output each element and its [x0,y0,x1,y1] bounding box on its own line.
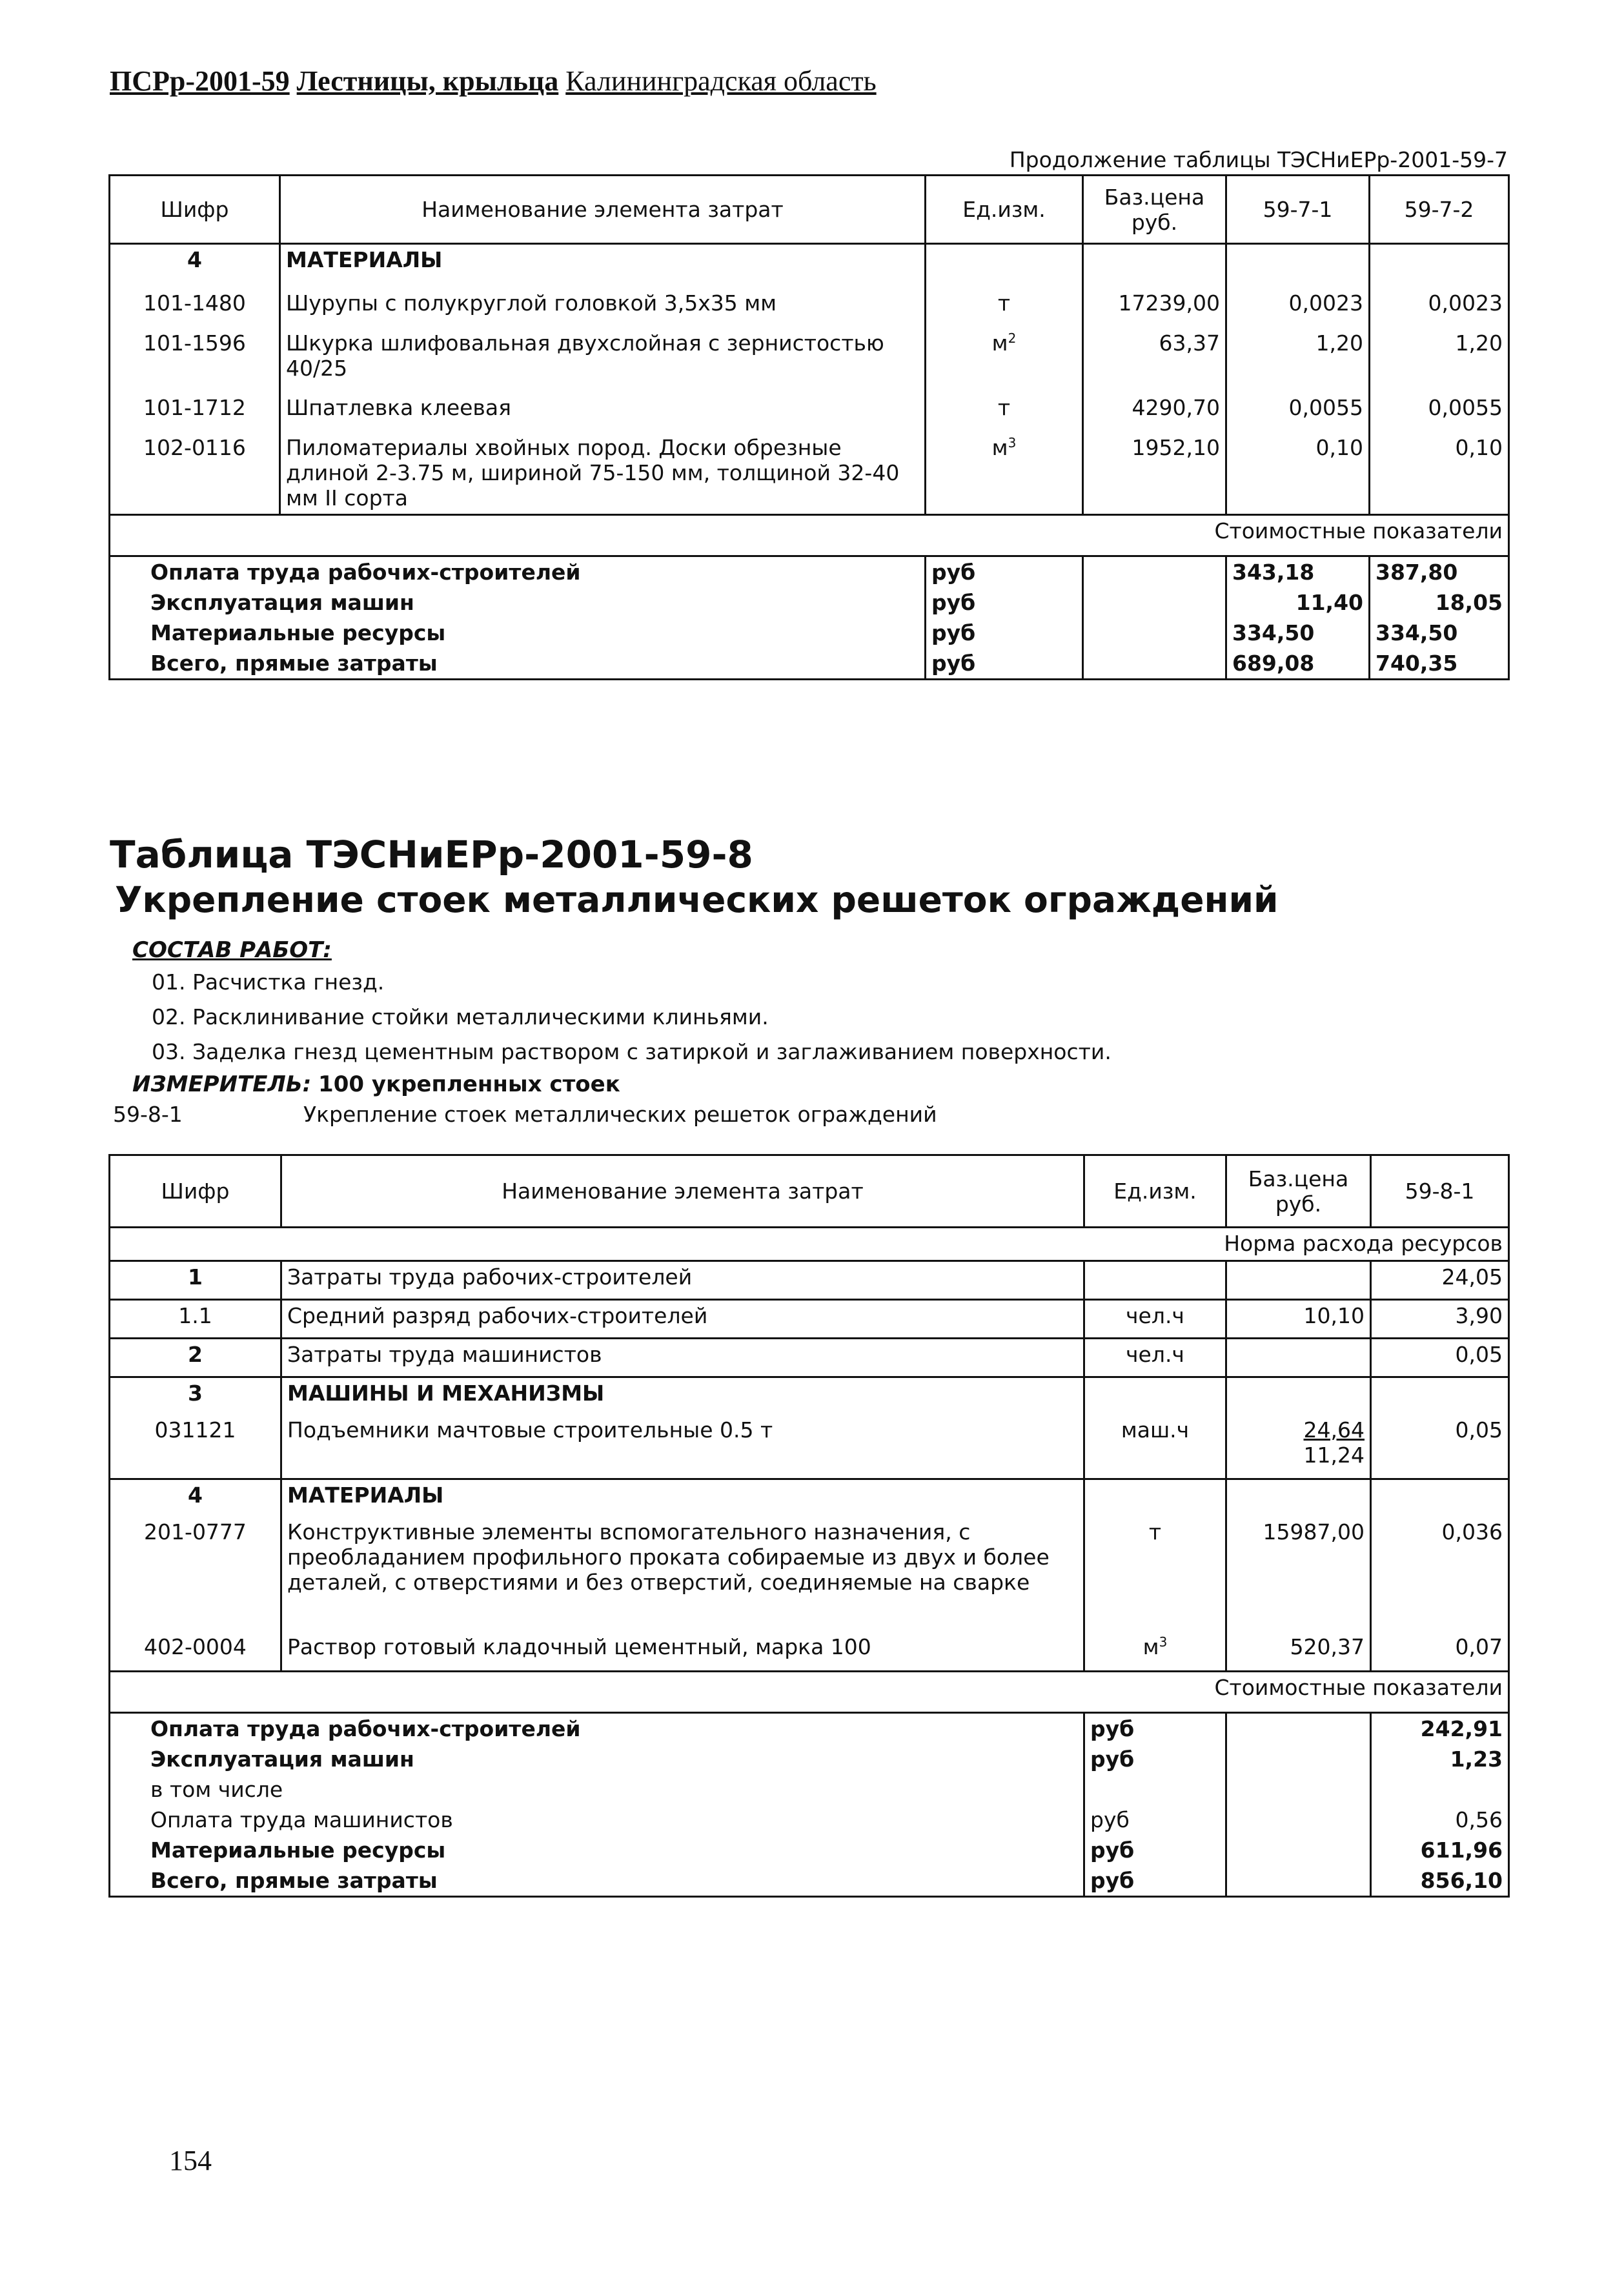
table-row: 102-0116 Пиломатериалы хвойных пород. Доски обрезные длиной 2-3.75 м, шириной 75-150 мм, толщиной 32-40 мм II сорта $м^3$ 1952,10 0,10 0,10 [110,432,1509,515]
table-row: 402-0004 Раствор готовый кладочный цементный, марка 100 $м^3$ 520,37 0,07 [110,1632,1509,1672]
header-title: Лестницы, крыльца [296,65,559,97]
work-step: 03. Заделка гнезд цементным раствором с затиркой и заглаживанием поверхности. [152,1039,1111,1064]
cost-row: Материальные ресурсы руб 334,50 334,50 [110,618,1509,648]
table-row: 201-0777 Конструктивные элементы вспомогательного назначения, с преобладанием профильного проката собираемые из двух и более деталей, с отверстиями и без отверстий, соединяемые на сварке т 15987,00 0,036 [110,1517,1509,1632]
table-row: 101-1712 Шпатлевка клеевая т 4290,70 0,0055 0,0055 [110,392,1509,432]
col-unit: Ед.изм. [1084,1155,1226,1228]
cost-row: Материальные ресурсы руб 611,96 [110,1835,1509,1865]
table-row: 4 МАТЕРИАЛЫ [110,244,1509,288]
col-59-7-2: 59-7-2 [1370,176,1509,244]
table-row: 101-1480 Шурупы с полукруглой головкой 3,5x35 мм т 17239,00 0,0023 0,0023 [110,288,1509,328]
col-code: Шифр [110,176,280,244]
cost-row: в том числе [110,1774,1509,1805]
table-59-7 [108,174,1510,680]
table-row: 3 МАШИНЫ И МЕХАНИЗМЫ [110,1377,1509,1415]
cost-row: Оплата труда рабочих-строителей руб 242,91 [110,1713,1509,1745]
col-name: Наименование элемента затрат [281,1155,1084,1228]
table-59-8 [108,1154,1510,1898]
cost-row: Оплата труда машинистов руб 0,56 [110,1805,1509,1835]
norm-header: Норма расхода ресурсов [110,1228,1509,1261]
cost-row: Всего, прямые затраты руб 689,08 740,35 [110,648,1509,680]
table-row: 4 МАТЕРИАЛЫ [110,1479,1509,1517]
table-subtitle: Укрепление стоек металлических решеток ограждений [115,879,1279,920]
running-header [110,65,877,97]
table-row: 2 Затраты труда машинистов чел.ч 0,05 [110,1339,1509,1377]
measure-line [132,1071,620,1097]
cost-row: Оплата труда рабочих-строителей руб 343,18 387,80 [110,556,1509,588]
table-row: 101-1596 Шкурка шлифовальная двухслойная с зернистостью 40/25 $м^2$ 63,37 1,20 1,20 [110,328,1509,392]
item-name: Укрепление стоек металлических решеток ограждений [303,1102,937,1127]
col-code: Шифр [110,1155,281,1228]
table-row: 1 Затраты труда рабочих-строителей 24,05 [110,1261,1509,1300]
table-row: 031121 Подъемники мачтовые строительные 0.5 т маш.ч 24,64 11,24 0,05 [110,1415,1509,1479]
col-unit: Ед.изм. [926,176,1083,244]
continuation-note: Продолжение таблицы ТЭСНиЕРр-2001-59-7 [1009,147,1508,172]
col-name: Наименование элемента затрат [280,176,926,244]
cost-row: Эксплуатация машин руб 1,23 [110,1744,1509,1774]
sostav-label: СОСТАВ РАБОТ: [132,937,332,963]
item-line [113,1102,937,1127]
measure-value: 100 укрепленных стоек [318,1071,620,1097]
table-row: 1.1 Средний разряд рабочих-строителей чел.ч 10,10 3,90 [110,1300,1509,1339]
work-step: 01. Расчистка гнезд. [152,969,385,995]
header-code: ПСРр-2001-59 [110,65,290,97]
table-title: Таблица ТЭСНиЕРр-2001-59-8 [110,833,753,876]
work-step: 02. Расклинивание стойки металлическими клиньями. [152,1004,769,1029]
col-59-8-1: 59-8-1 [1371,1155,1509,1228]
col-59-7-1: 59-7-1 [1226,176,1370,244]
header-region: Калининградская область [565,65,877,97]
col-price: Баз.цена руб. [1083,176,1226,244]
cost-row: Всего, прямые затраты руб 856,10 [110,1865,1509,1897]
page-number: 154 [169,2145,212,2176]
measure-label: ИЗМЕРИТЕЛЬ: [132,1071,312,1097]
cost-header: Стоимостные показатели [110,515,1509,556]
item-code: 59-8-1 [113,1102,183,1127]
cost-header: Стоимостные показатели [110,1672,1509,1713]
col-price: Баз.цена руб. [1226,1155,1371,1228]
cost-row: Эксплуатация машин руб 11,40 18,05 [110,587,1509,618]
